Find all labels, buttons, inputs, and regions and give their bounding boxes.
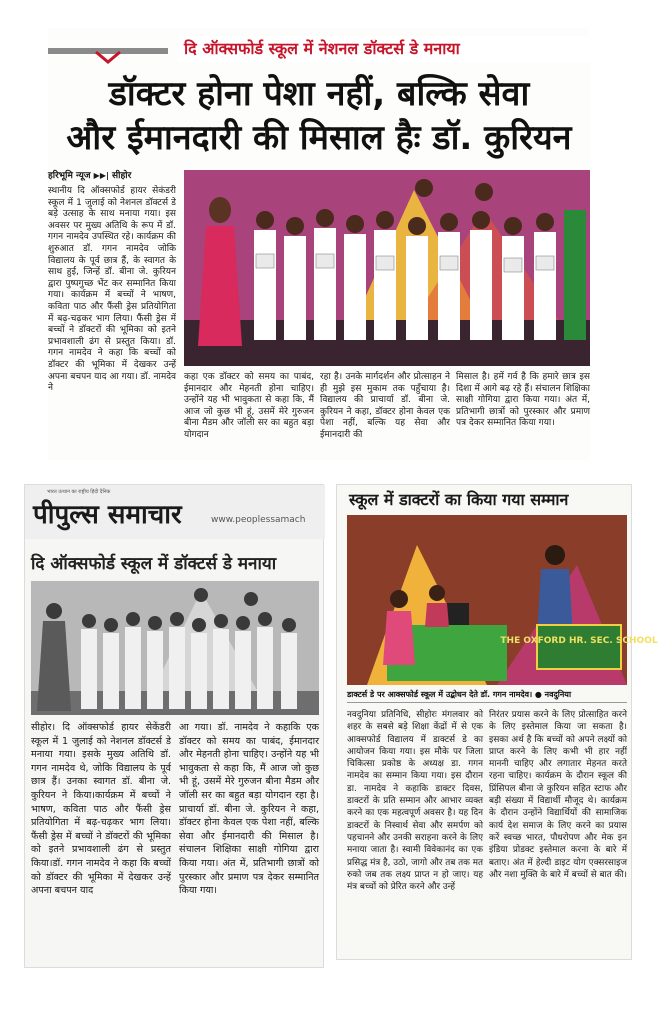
kicker-text: दि ऑक्सफोर्ड स्कूल में नेशनल डॉक्टर्स डे मनाया xyxy=(178,36,590,62)
students-photo-illustration xyxy=(184,170,590,366)
byline-source: हरिभूमि न्यूज xyxy=(48,171,91,181)
students-photo-illustration xyxy=(31,581,319,715)
article-column-2: कहा एक डॉक्टर को समय का पाबंद, ईमानदार और मेहनती होना चाहिए। उन्होंने यह भी भावुकता से कहा कि, मैं आज जो कुछ भी हूं, उसमें मेरे गुरुजन बीना मैडम और जॉली सर का बहुत बड़ा योगदान xyxy=(184,372,314,440)
masthead-title: पीपुल्स समाचार xyxy=(33,500,182,530)
haribhoomi-clipping xyxy=(48,28,590,460)
event-photo xyxy=(184,170,590,366)
byline-place: सीहोर xyxy=(112,171,132,181)
article-column-2: निरंतर प्रयास करने के लिए प्रोत्साहित करने के लिए इस्तेमाल किया जा सकता है। इसका अर्थ है कि बच्चों को अपने लक्ष्यों को प्राप्त करने के लिए कभी भी हार नहीं माननी चाहिए और लगातार मेहनत करते रहना चाहिए। कार्यक्रम के दौरान स्कूल की प्रिंसिपल बीना जे कुरियन सहित स्टाफ और बड़ी संख्या में विद्यार्थी मौजूद थे। कार्यक्रम के दौरान उन्होंने विद्यार्थियों की सामाजिक कार्य देश समाज के लिए करने का प्रयास करें स्वच्छ भारत, पौधरोपण और मेक इन इंडिया प्रोडक्ट इस्तेमाल करना के बारे में बताए। अंत में हेल्दी डाइट योग एक्सरसाइज और नशा मुक्ति के बारे में बच्चों से बात की। xyxy=(489,710,627,880)
masthead-tagline: भारत उत्थान का राष्ट्रीय हिंदी दैनिक xyxy=(47,489,111,495)
event-photo xyxy=(347,515,658,685)
masthead xyxy=(25,485,325,539)
article-column-4: मिसाल है। हमें गर्व है कि हमारे छात्र इस दिशा में आगे बढ़ रहे हैं। संचालन शिक्षिका साक्षी गोगिया द्वारा किया गया। अंत में, प्रतिभागी छात्रों को पुरस्कार और प्रमाण पत्र देकर सम्मानित किया गया। xyxy=(456,372,590,429)
stage-photo-illustration xyxy=(347,515,658,685)
article-column-3: रहा है। उनके मार्गदर्शन और प्रोत्साहन ने ही मुझे इस मुकाम तक पहुँचाया है। विद्यालय की प्राचार्या डॉ. बीना जे. कुरियन ने कहा, डॉक्टर होना केवल एक पेशा नहीं, बल्कि यह सेवा और ईमानदारी की xyxy=(320,372,450,440)
article-headline: स्कूल में डाक्टरों का किया गया सम्मान xyxy=(349,490,569,509)
photo-caption: डाक्टर्स डे पर आक्सफोर्ड स्कूल में उद्बोधन देते डॉ. गगन नामदेव। ● नवदुनिया xyxy=(347,689,627,703)
article-column-1: स्थानीय दि ऑक्सफोर्ड हायर सेकंडरी स्कूल में 1 जुलाई को नेशनल डॉक्टर्स डे बड़े उत्साह के साथ मनाया गया। इस अवसर पर मुख्य अतिथि के रूप में डॉ. गगन नामदेव उपस्थित रहे। कार्यक्रम की शुरुआत डॉ. गगन नामदेव जोकि विद्यालय के पूर्व छात्र हैं, के स्वागत के साथ हुई, जिन्हें डॉ. बीना जे. कुरियन द्वारा पुष्पगुच्छ भेंट कर सम्मानित किया गया। कार्यक्रम में बच्चों ने भाषण, कविता पाठ और फैंसी ड्रेस प्रतियोगिता में बढ़-चढ़कर भाग लिया। फैंसी ड्रेस में बच्चों ने डॉक्टरों की भूमिका को इतने प्रभावशाली ढंग से प्रस्तुत किया। डॉ. गगन नामदेव ने कहा कि बच्चों को डॉक्टर की भूमिका में देखकर उन्हें अपना बचपन याद आ गया। डॉ. नामदेव ने xyxy=(48,186,176,394)
event-photo xyxy=(31,581,319,715)
byline xyxy=(48,168,180,182)
chevron-down-icon xyxy=(94,50,122,64)
article-column-2: आ गया। डॉ. नामदेव ने कहाकि एक डॉक्टर को समय का पाबंद, ईमानदार और मेहनती होना चाहिए। उन्होंने यह भी भावुकता से कहा कि, मैं आज जो कुछ भी हूं, उसमें मेरे गुरुजन बीना मैडम और जॉली सर का बहुत बड़ा योगदान रहा है। प्राचार्या डॉ. बीना जे. कुरियन ने कहा, डॉक्टर होना केवल एक पेशा नहीं, बल्कि सेवा और ईमानदारी की मिसाल है। संचालन शिक्षिका साक्षी गोगिया द्वारा किया गया। अंत में, प्रतिभागी छात्रों को पुरस्कार और प्रमाण पत्र देकर सम्मानित किया गया। xyxy=(179,722,319,897)
main-headline xyxy=(48,72,590,160)
headline-line-2: और ईमानदारी की मिसाल हैः डॉ. कुरियन xyxy=(66,118,572,158)
article-column-1: सीहोर। दि ऑक्सफोर्ड हायर सेकेंडरी स्कूल में 1 जुलाई को नेशनल डॉक्टर्स डे मनाया गया। इसके मुख्य अतिथि डॉ. गगन नामदेव थे, जोकि विद्यालय के पूर्व छात्र हैं। उनका स्वागत डॉ. बीना जे. कुरियन ने किया।कार्यक्रम में बच्चों ने भाषण, कविता पाठ और फैंसी ड्रेस प्रतियोगिता में बढ़-चढ़कर भाग लिया। फैंसी ड्रेस में बच्चों ने डॉक्टरों की भूमिका को इतने प्रभावशाली ढंग से प्रस्तुत किया।डॉ. गगन नामदेव ने कहा कि बच्चों को डॉक्टर की भूमिका में देखकर उन्हें अपना बचपन याद xyxy=(31,722,171,897)
naidunia-clipping xyxy=(336,484,658,960)
byline-arrows: ▶▶| xyxy=(93,171,109,180)
headline-line-1: डॉक्टर होना पेशा नहीं, बल्कि सेवा xyxy=(108,74,530,114)
peoples-samachar-clipping xyxy=(24,484,324,968)
school-banner-text: THE OXFORD HR. SEC. SCHOOL xyxy=(500,636,658,646)
kicker-bar xyxy=(48,36,590,62)
article-headline: दि ऑक्सफोर्ड स्कूल में डॉक्टर्स डे मनाया xyxy=(31,554,277,574)
article-column-1: नवदुनिया प्रतिनिधि, सीहोरः मंगलवार को शहर के सबसे बड़े शिक्षा केंद्रों में से एक आक्सफोर्ड विद्यालय में डाक्टर्स डे का आयोजन किया गया। इस मौके पर जिला चिकित्सा प्रकोष्ठ के अध्यक्ष डा. गगन नामदेव का सम्मान किया गया। इस दौरान डा. नामदेव ने कहाकि डाक्टर दिवस, डाक्टरों के प्रति सम्मान और आभार व्यक्त करने का एक महत्वपूर्ण अवसर है। यह दिन डाक्टरों के निस्वार्थ सेवा और समर्पण को पहचानने और उनकी सराहना करने के लिए मनाया जाता है। स्वामी विवेकानंद का एक प्रसिद्ध मंत्र है, उठो, जागो और तब तक मत रुको जब तक लक्ष्य प्राप्त न हो जाए। यह मंत्र बच्चों को प्रेरित करने और उन्हें xyxy=(347,710,483,893)
masthead-url: www.peoplessamach xyxy=(211,515,306,525)
